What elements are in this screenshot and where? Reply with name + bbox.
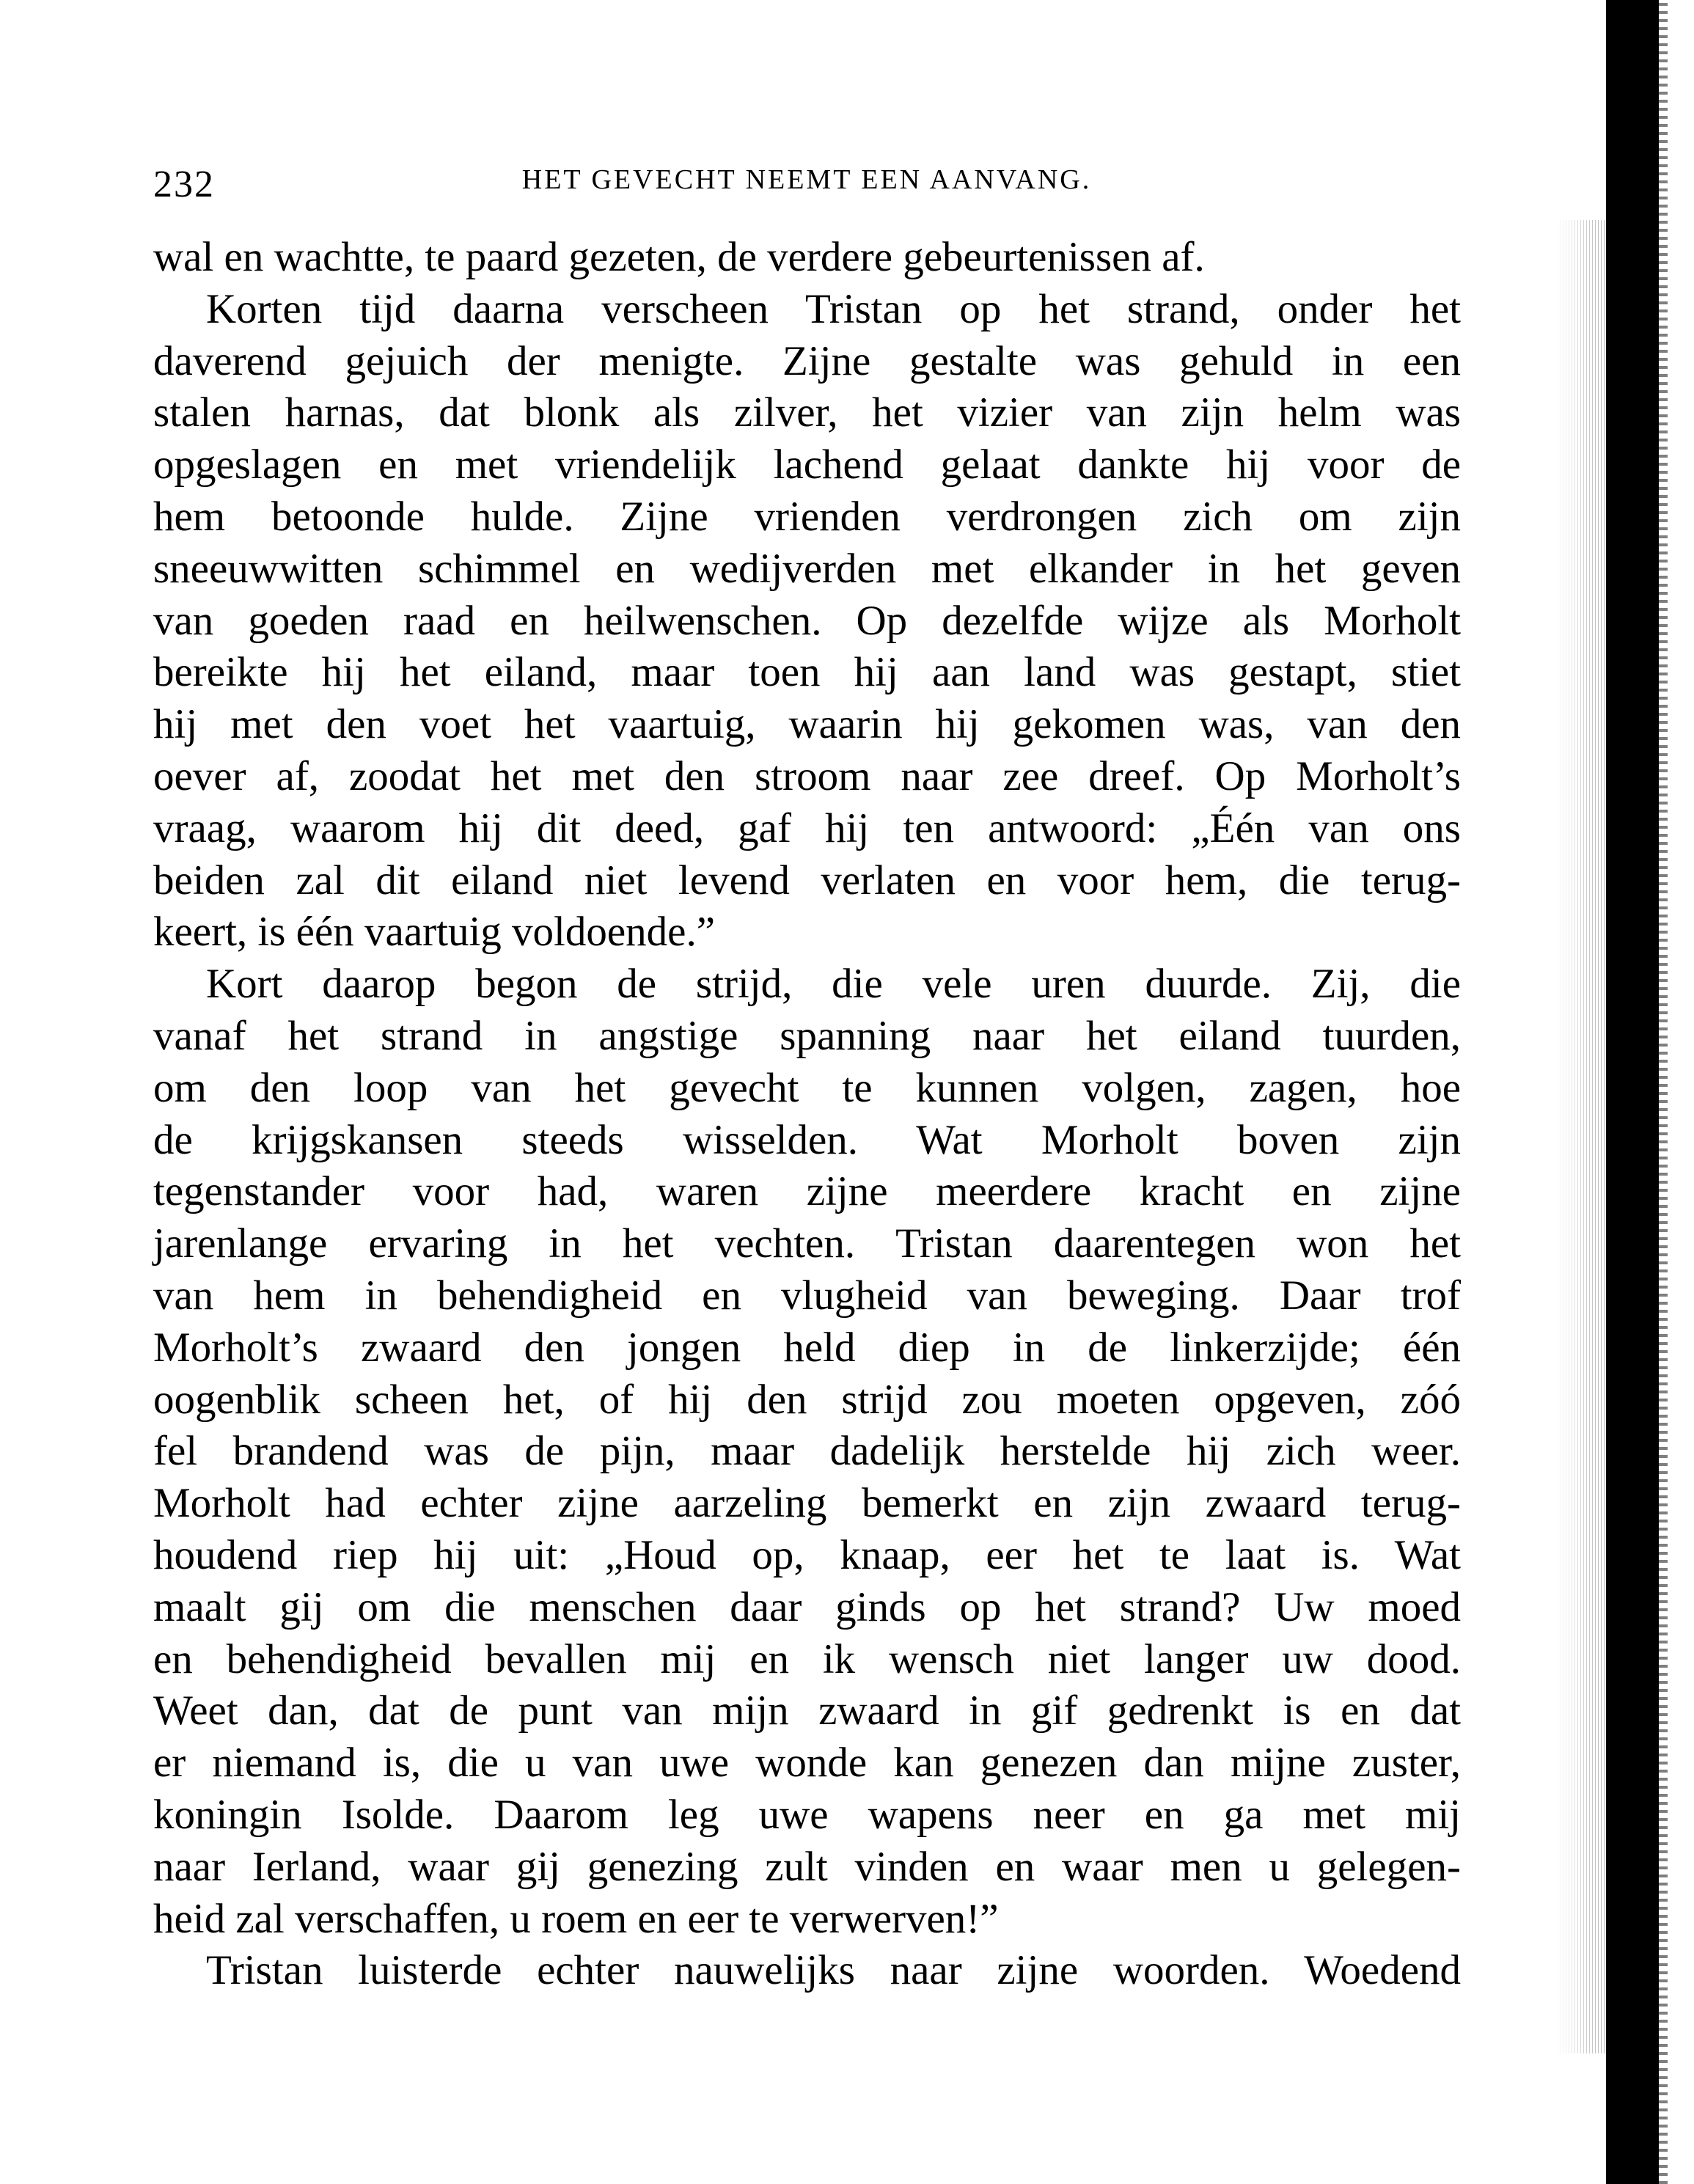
text-line: beiden zal dit eiland niet levend verlaten en voor hem, die terug- <box>153 857 1461 904</box>
text-line: de krijgskansen steeds wisselden. Wat Morholt boven zijn <box>153 1116 1461 1163</box>
text-line: er niemand is, die u van uwe wonde kan genezen dan mijne zuster, <box>153 1740 1461 1787</box>
text-line: hem betoonde hulde. Zijne vrienden verdrongen zich om zijn <box>153 493 1461 540</box>
text-line: van goeden raad en heilwenschen. Op dezelfde wijze als Morholt <box>153 597 1461 644</box>
text-line: naar Ierland, waar gij genezing zult vinden en waar men u gelegen- <box>153 1843 1461 1890</box>
text-line: daverend gejuich der menigte. Zijne gestalte was gehuld in een <box>153 337 1461 384</box>
scan-edge-noise <box>1659 0 1668 2184</box>
text-line: maalt gij om die menschen daar ginds op het strand? Uw moed <box>153 1583 1461 1630</box>
text-line: bereikte hij het eiland, maar toen hij aan land was gestapt, stiet <box>153 649 1461 696</box>
text-line: van hem in behendigheid en vlugheid van beweging. Daar trof <box>153 1272 1461 1319</box>
text-line: opgeslagen en met vriendelijk lachend gelaat dankte hij voor de <box>153 441 1461 488</box>
text-line: Tristan luisterde echter nauwelijks naar zijne woorden. Woedend <box>206 1947 1461 1994</box>
text-line: Kort daarop begon de strijd, die vele uren duurde. Zij, die <box>206 961 1461 1008</box>
scan-book-spine-edge <box>1606 0 1659 2184</box>
text-line: en behendigheid bevallen mij en ik wensch niet langer uw dood. <box>153 1635 1461 1682</box>
paragraph <box>153 284 1461 959</box>
text-line: Morholt had echter zijne aarzeling bemerkt en zijn zwaard terug- <box>153 1480 1461 1527</box>
text-line: oever af, zoodat het met den stroom naar zee dreef. Op Morholt’s <box>153 752 1461 799</box>
text-line: vanaf het strand in angstige spanning naar het eiland tuurden, <box>153 1012 1461 1059</box>
text-line: om den loop van het gevecht te kunnen volgen, zagen, hoe <box>153 1064 1461 1111</box>
text-line: oogenblik scheen het, of hij den strijd zou moeten opgeven, zóó <box>153 1376 1461 1423</box>
paragraph <box>153 232 1461 284</box>
text-line: jarenlange ervaring in het vechten. Tristan daarentegen won het <box>153 1220 1461 1267</box>
text-line: vraag, waarom hij dit deed, gaf hij ten antwoord: „Één van ons <box>153 805 1461 851</box>
text-line: Korten tijd daarna verscheen Tristan op het strand, onder het <box>206 285 1461 332</box>
text-line: fel brandend was de pijn, maar dadelijk herstelde hij zich weer. <box>153 1428 1461 1475</box>
text-line: Weet dan, dat de punt van mijn zwaard in gif gedrenkt is en dat <box>153 1688 1461 1734</box>
text-line: keert, is één vaartuig voldoende.” <box>153 909 716 956</box>
paragraph <box>153 959 1461 1945</box>
scan-edge-shadow <box>1555 220 1613 2053</box>
text-line: houdend riep hij uit: „Houd op, knaap, eer het te laat is. Wat <box>153 1531 1461 1578</box>
text-line: koningin Isolde. Daarom leg uwe wapens neer en ga met mij <box>153 1791 1461 1838</box>
text-line: heid zal verschaffen, u roem en eer te verwerven!” <box>153 1895 999 1942</box>
page-body-text <box>153 232 1461 1997</box>
text-line: sneeuwwitten schimmel en wedijverden met elkander in het geven <box>153 545 1461 592</box>
text-line: tegenstander voor had, waren zijne meerdere kracht en zijne <box>153 1168 1461 1215</box>
text-line: wal en wachtte, te paard gezeten, de verdere gebeurtenissen af. <box>153 234 1205 280</box>
text-line: stalen harnas, dat blonk als zilver, het vizier van zijn helm was <box>153 389 1461 436</box>
paragraph <box>153 1945 1461 1997</box>
text-line: hij met den voet het vaartuig, waarin hij gekomen was, van den <box>153 701 1461 748</box>
running-title: HET GEVECHT NEEMT EEN AANVANG. <box>521 164 1092 195</box>
page-number: 232 <box>153 164 215 205</box>
text-line: Morholt’s zwaard den jongen held diep in de linkerzijde; één <box>153 1324 1461 1371</box>
